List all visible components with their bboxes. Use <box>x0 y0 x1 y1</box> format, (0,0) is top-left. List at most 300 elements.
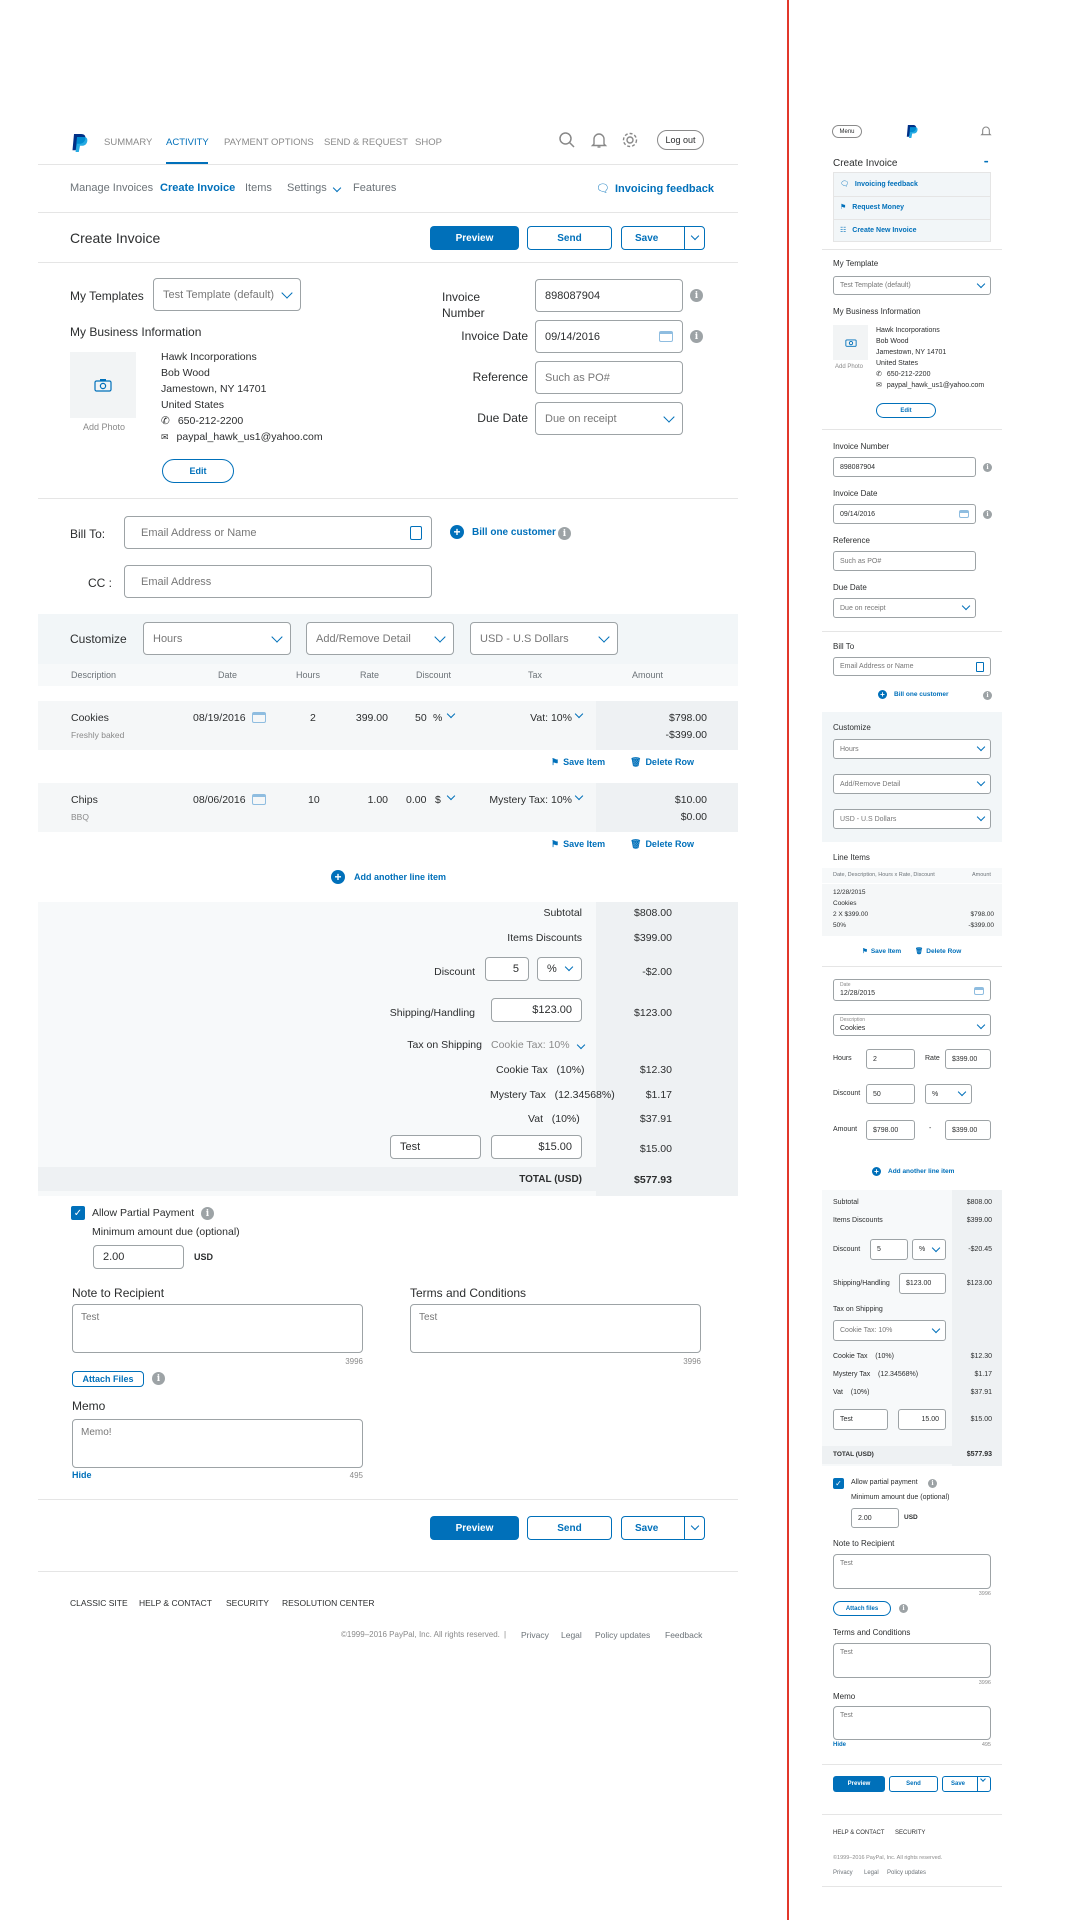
mobile-rate-input[interactable]: $399.00 <box>945 1049 991 1069</box>
chevron-down-icon <box>932 1243 940 1251</box>
mobile-save-button[interactable] <box>942 1776 991 1792</box>
partial-payment-label: Allow Partial Payment <box>92 1207 195 1219</box>
mobile-discount-input[interactable]: 50 <box>866 1084 915 1104</box>
customize-label: Customize <box>70 632 127 646</box>
mobile-custom-name-input[interactable]: Test <box>833 1409 888 1430</box>
save-item-icon: ⚑ <box>551 757 560 767</box>
mobile-discount-total-unit[interactable] <box>912 1239 946 1260</box>
dropdown-divider <box>834 196 990 197</box>
hours-select[interactable] <box>143 622 291 655</box>
mobile-cookie-tax-value: $12.30 <box>970 1353 992 1360</box>
chevron-down-icon[interactable] <box>575 792 583 800</box>
bill-to-placeholder: Email Address or Name <box>840 663 914 670</box>
nav-activity[interactable]: ACTIVITY <box>166 137 209 148</box>
info-icon[interactable]: i <box>690 330 703 343</box>
mobile-discount-total-input[interactable]: 5 <box>870 1239 908 1260</box>
hours-value: Hours <box>840 745 859 753</box>
mobile-mystery-tax-value: $1.17 <box>974 1371 992 1378</box>
business-email <box>161 429 323 445</box>
mobile-tax-on-shipping-label: Tax on Shipping <box>833 1306 883 1313</box>
delete-row-label: Delete Row <box>926 948 962 955</box>
mobile-note-label: Note to Recipient <box>833 1539 895 1548</box>
total-value: $577.93 <box>634 1174 672 1186</box>
mobile-terms-textarea[interactable]: Test <box>833 1643 991 1678</box>
item-date[interactable]: 08/06/2016 <box>193 794 246 806</box>
chevron-down-icon[interactable] <box>691 1522 699 1530</box>
feedback-icon: 🗨 <box>596 183 610 195</box>
trash-icon: 🗑 <box>630 839 642 849</box>
subnav-features[interactable]: Features <box>353 182 397 194</box>
chevron-down-icon <box>434 631 445 642</box>
shipping-label: Shipping/Handling <box>389 1007 475 1019</box>
bill-one-label: Bill one customer <box>472 526 556 538</box>
mobile-vat-label: Vat (10%) <box>833 1389 870 1396</box>
camera-icon <box>845 338 857 347</box>
minimum-due-input[interactable] <box>93 1245 184 1269</box>
subnav-divider <box>38 212 738 213</box>
bill-one-label: Bill one customer <box>894 691 949 698</box>
item-amount: $10.00 <box>674 794 707 806</box>
nav-shop[interactable]: SHOP <box>415 137 442 148</box>
footer-copyright: ©1999–2016 PayPal, Inc. All rights reserved. <box>341 1630 500 1639</box>
delete-row-link[interactable] <box>630 757 694 768</box>
footer-help-contact[interactable]: HELP & CONTACT <box>139 1598 212 1608</box>
column-header: Discount <box>416 670 452 680</box>
attach-files-button[interactable]: Attach Files <box>72 1371 144 1387</box>
li-line: 12/28/2015 <box>833 889 866 896</box>
invoice-date-value: 09/14/2016 <box>840 510 876 518</box>
mobile-custom-amount-input[interactable] <box>898 1409 946 1430</box>
mystery-tax-label <box>490 1089 615 1101</box>
chevron-down-icon[interactable] <box>575 710 583 718</box>
send-button[interactable]: Send <box>527 226 612 250</box>
save-button[interactable] <box>621 226 705 250</box>
mobile-description-select[interactable] <box>833 1014 991 1036</box>
address-book-icon[interactable] <box>410 526 422 540</box>
info-icon[interactable]: i <box>928 1479 937 1488</box>
dropdown-item-request[interactable] <box>840 203 904 211</box>
chevron-down-icon[interactable] <box>980 1776 986 1782</box>
subnav-manage-invoices[interactable]: Manage Invoices <box>70 182 154 194</box>
info-icon[interactable]: i <box>201 1207 214 1220</box>
mobile-desc-value: Cookies <box>840 1025 866 1032</box>
bell-icon[interactable] <box>980 125 992 139</box>
mobile-amount-dash: - <box>929 1125 932 1132</box>
subnav-items[interactable]: Items <box>245 182 272 194</box>
subnav-create-invoice[interactable]: Create Invoice <box>160 182 236 194</box>
currency-select[interactable] <box>470 622 618 655</box>
mobile-amount-input[interactable]: $798.00 <box>866 1120 915 1140</box>
footer-security[interactable]: SECURITY <box>226 1598 269 1608</box>
chevron-down-icon[interactable] <box>447 710 455 718</box>
info-icon[interactable]: i <box>983 463 992 472</box>
nav-payment-options[interactable]: PAYMENT OPTIONS <box>224 137 314 148</box>
mobile-currency-select[interactable] <box>833 809 991 829</box>
invoice-date-input[interactable] <box>535 320 683 353</box>
section-divider <box>822 631 1002 632</box>
mobile-hide-memo-link[interactable]: Hide <box>833 1742 847 1748</box>
partial-payment-checkbox[interactable]: ✓ <box>71 1206 85 1220</box>
amount-cell-bg <box>596 701 738 750</box>
business-line: Jamestown, NY 14701 <box>876 349 947 356</box>
gear-icon[interactable] <box>621 131 639 152</box>
mobile-rate-label: Rate <box>925 1055 940 1062</box>
chevron-down-icon <box>977 279 985 287</box>
item-discount-unit[interactable]: % <box>433 712 443 724</box>
mobile-due-date-select[interactable] <box>833 598 976 618</box>
dropdown-item-label: Request Money <box>852 204 905 211</box>
paypal-logo[interactable] <box>70 133 88 153</box>
mobile-memo-textarea[interactable]: Test <box>833 1706 991 1740</box>
search-icon[interactable] <box>558 131 576 152</box>
cookie-tax-name: Cookie Tax <box>496 1064 548 1076</box>
mobile-discount-amount-input[interactable]: $399.00 <box>945 1120 991 1140</box>
add-photo-label[interactable]: Add Photo <box>83 422 126 432</box>
chevron-down-icon[interactable] <box>447 792 455 800</box>
mobile-reference-input[interactable]: Such as PO# <box>833 551 976 571</box>
logout-button[interactable]: Log out <box>657 130 704 150</box>
mobile-desc-small-label: Description <box>840 1017 866 1023</box>
mobile-subtotal-label: Subtotal <box>833 1199 859 1206</box>
terms-char-count: 3996 <box>683 1357 701 1366</box>
business-email <box>876 380 984 391</box>
section-divider <box>38 498 738 499</box>
bell-icon[interactable] <box>590 131 608 152</box>
table-row[interactable] <box>38 701 738 750</box>
calendar-icon[interactable] <box>659 331 673 342</box>
dropdown-item-new-invoice[interactable] <box>840 226 916 234</box>
subtotal-label: Subtotal <box>543 907 582 919</box>
invoice-date-label: Invoice Date <box>461 329 528 343</box>
discount-label: Discount <box>434 966 475 978</box>
mobile-date-small-label: Date <box>840 982 851 988</box>
invoice-number-input[interactable]: 898087904 <box>535 279 683 312</box>
mystery-tax-value: $1.17 <box>645 1089 672 1101</box>
mobile-note-char-count: 3996 <box>978 1591 991 1597</box>
mobile-footer-help[interactable]: HELP & CONTACT <box>833 1830 885 1836</box>
vat-percent: (10%) <box>551 1113 580 1125</box>
info-icon[interactable]: i <box>152 1372 165 1385</box>
add-photo-label[interactable]: Add Photo <box>835 364 864 370</box>
item-date[interactable]: 08/19/2016 <box>193 712 246 724</box>
mobile-delete-row-link[interactable] <box>915 947 961 955</box>
mobile-total-value: $577.93 <box>966 1451 992 1458</box>
email-text: paypal_hawk_us1@yahoo.com <box>886 382 985 389</box>
item-name: Chips <box>71 794 98 806</box>
nav-send-request[interactable]: SEND & REQUEST <box>324 137 408 148</box>
chevron-down-icon <box>962 602 970 610</box>
mobile-discount-unit: % <box>932 1090 939 1098</box>
invoice-number-label <box>442 289 485 321</box>
trash-icon: 🗑 <box>915 948 924 955</box>
request-icon: ⚑ <box>840 204 847 211</box>
chevron-down-icon <box>271 631 282 642</box>
currency-value: USD - U.S Dollars <box>480 632 569 645</box>
detail-value: Add/Remove Detail <box>840 780 901 788</box>
terms-textarea[interactable]: Test <box>410 1304 701 1353</box>
footer-legal[interactable]: Legal <box>561 1630 582 1640</box>
minimum-due-value: 2.00 <box>103 1251 125 1263</box>
mobile-add-line-item-link[interactable] <box>872 1167 954 1176</box>
tax-on-shipping-select[interactable] <box>491 1039 584 1051</box>
preview-button[interactable]: Preview <box>430 1516 519 1540</box>
preview-button[interactable]: Preview <box>430 226 519 250</box>
mobile-terms-label: Terms and Conditions <box>833 1628 911 1637</box>
item-discount-amount: $0.00 <box>680 811 707 823</box>
dropdown-item-label: Invoicing feedback <box>854 181 918 188</box>
send-button[interactable]: Send <box>527 1516 612 1540</box>
li-discount-amount: -$399.00 <box>968 922 994 929</box>
amount-cell-bg <box>596 783 738 832</box>
mobile-discount-total-value: -$20.45 <box>968 1246 992 1253</box>
table-header <box>38 664 738 686</box>
footer-classic-site[interactable]: CLASSIC SITE <box>70 1598 128 1608</box>
chevron-down-icon[interactable] <box>691 232 699 240</box>
mobile-minimum-due-label: Minimum amount due (optional) <box>851 1494 950 1501</box>
footer-bottom-divider <box>822 1886 1002 1887</box>
invoicing-feedback-link[interactable] <box>596 182 714 195</box>
mobile-invoice-number-input[interactable]: 898087904 <box>833 457 976 477</box>
save-dropdown-divider <box>684 1517 685 1539</box>
plus-icon: + <box>450 525 464 539</box>
phone-icon: ✆ <box>876 371 882 378</box>
memo-textarea[interactable]: Memo! <box>72 1419 363 1468</box>
vat-name: Vat <box>528 1113 543 1125</box>
mobile-minimum-due-input[interactable]: 2.00 <box>851 1508 899 1528</box>
save-button[interactable] <box>621 1516 705 1540</box>
invoice-date-value: 09/14/2016 <box>545 330 601 343</box>
phone-text: 650-212-2200 <box>886 371 931 378</box>
discount-input[interactable] <box>485 957 529 981</box>
business-phone <box>161 413 323 429</box>
footer-policy-updates[interactable]: Policy updates <box>595 1630 651 1640</box>
footer-feedback[interactable]: Feedback <box>665 1630 703 1640</box>
footer-separator: | <box>504 1630 507 1639</box>
mobile-template-select[interactable] <box>833 276 991 295</box>
chevron-down-icon <box>565 963 573 971</box>
column-header: Description <box>71 670 117 680</box>
item-description: BBQ <box>71 812 89 822</box>
item-tax[interactable]: Vat: 10% <box>530 712 572 724</box>
item-discount[interactable]: 50 <box>415 712 427 724</box>
camera-icon <box>94 378 112 392</box>
calendar-icon[interactable] <box>974 987 984 995</box>
mobile-partial-payment-checkbox[interactable]: ✓ <box>833 1478 844 1489</box>
bill-one-customer-link[interactable] <box>450 525 556 539</box>
business-line: Bob Wood <box>876 338 909 345</box>
item-amount: $798.00 <box>669 712 707 724</box>
mobile-customize-label: Customize <box>833 723 871 732</box>
currency-label: USD <box>194 1252 214 1262</box>
info-icon[interactable]: i <box>899 1604 908 1613</box>
item-discount-unit[interactable]: $ <box>435 794 441 806</box>
footer-divider <box>38 1571 738 1572</box>
add-line-item-link[interactable] <box>331 870 446 884</box>
mobile-save-item-link[interactable] <box>862 947 901 955</box>
li-line: 2 X $399.00 <box>833 911 869 918</box>
mobile-hours-input[interactable]: 2 <box>866 1049 915 1069</box>
save-item-link[interactable] <box>551 757 605 768</box>
add-line-item-label: Add another line item <box>354 872 447 882</box>
mobile-date-input[interactable] <box>833 979 991 1001</box>
menu-button[interactable]: Menu <box>832 125 862 138</box>
photo-placeholder[interactable] <box>833 325 868 360</box>
mobile-partial-payment-label: Allow partial payment <box>851 1479 918 1486</box>
subnav-settings[interactable] <box>287 182 340 194</box>
mobile-hours-select[interactable] <box>833 739 991 759</box>
shipping-value: $123.00 <box>634 1007 672 1019</box>
footer-privacy[interactable]: Privacy <box>521 1630 549 1640</box>
mobile-line-item-row[interactable] <box>822 884 1002 936</box>
column-header: Hours <box>296 670 321 680</box>
edit-business-button[interactable]: Edit <box>162 459 234 483</box>
chevron-down-icon <box>977 778 985 786</box>
mobile-invoice-date-input[interactable] <box>833 504 976 524</box>
business-info <box>161 349 323 445</box>
plus-icon: + <box>872 1167 881 1176</box>
memo-label: Memo <box>72 1399 106 1413</box>
chevron-down-icon <box>977 813 985 821</box>
mobile-tax-on-shipping-value: Cookie Tax: 10% <box>840 1327 893 1334</box>
my-business-label: My Business Information <box>70 325 202 339</box>
save-label: Save <box>635 232 659 244</box>
reference-label: Reference <box>472 370 528 384</box>
discount-unit-value: % <box>547 963 557 975</box>
li-header-left: Date, Description, Hours x Rate, Discount <box>833 872 935 878</box>
mobile-vat-value: $37.91 <box>970 1389 992 1396</box>
mobile-discount-unit-select[interactable] <box>925 1084 972 1104</box>
business-phone <box>876 369 984 380</box>
mobile-tax-on-shipping-select[interactable] <box>833 1320 946 1341</box>
more-options-icon[interactable]: ••• <box>984 160 988 166</box>
mobile-bill-one-link[interactable] <box>878 690 949 699</box>
mobile-bill-to-input[interactable] <box>833 657 991 676</box>
mobile-terms-char-count: 3996 <box>978 1680 991 1686</box>
save-item-label: Save Item <box>870 948 902 955</box>
section-divider <box>822 966 1002 967</box>
paypal-logo[interactable] <box>905 124 918 141</box>
plus-icon: + <box>878 690 887 699</box>
discount-input-value: 5 <box>512 963 519 975</box>
cookie-tax-label <box>496 1064 585 1076</box>
mobile-line-item-header <box>822 868 1002 883</box>
mystery-tax-percent: (12.34568%) <box>554 1089 615 1101</box>
save-label: Save <box>951 1781 966 1787</box>
edit-business-button[interactable]: Edit <box>876 403 936 418</box>
save-item-link[interactable] <box>551 839 605 850</box>
tax-on-shipping-label: Tax on Shipping <box>407 1039 482 1051</box>
page-title: Create Invoice <box>70 230 161 246</box>
shipping-input[interactable] <box>491 998 582 1022</box>
li-lines <box>833 887 868 931</box>
detail-select[interactable] <box>306 622 454 655</box>
mobile-page-title: Create Invoice <box>833 158 898 169</box>
discount-unit-select[interactable] <box>537 957 582 981</box>
item-tax[interactable]: Mystery Tax: 10% <box>489 794 572 806</box>
custom-charge-name-input[interactable] <box>390 1135 481 1159</box>
hours-value: Hours <box>153 632 183 645</box>
save-item-icon: ⚑ <box>862 948 868 955</box>
chevron-down-icon <box>932 1324 940 1332</box>
mobile-footer-privacy[interactable]: Privacy <box>833 1870 853 1876</box>
item-hours[interactable]: 2 <box>310 712 316 724</box>
item-rate[interactable]: 399.00 <box>355 712 388 724</box>
photo-placeholder[interactable] <box>70 352 136 418</box>
mobile-shipping-value: $123.00 <box>966 1280 992 1287</box>
nav-summary[interactable]: SUMMARY <box>104 137 153 148</box>
mobile-shipping-input[interactable]: $123.00 <box>899 1273 946 1294</box>
section-divider <box>38 1499 738 1500</box>
item-hours[interactable]: 10 <box>308 794 320 806</box>
calendar-icon[interactable] <box>959 510 969 518</box>
info-icon[interactable]: i <box>690 289 703 302</box>
dropdown-item-feedback[interactable] <box>840 180 918 188</box>
calendar-icon[interactable] <box>252 712 266 723</box>
save-dropdown-divider <box>977 1777 978 1791</box>
calendar-icon[interactable] <box>252 794 266 805</box>
mobile-line-items-label: Line Items <box>833 853 870 862</box>
mobile-memo-char-count: 495 <box>981 1742 991 1748</box>
terms-label: Terms and Conditions <box>410 1286 527 1300</box>
mobile-detail-select[interactable] <box>833 774 991 794</box>
mobile-items-discounts-label: Items Discounts <box>833 1217 883 1224</box>
mobile-hours-label: Hours <box>833 1055 852 1062</box>
item-discount[interactable]: 0.00 <box>406 794 427 806</box>
template-select[interactable] <box>153 278 301 311</box>
chevron-down-icon <box>977 743 985 751</box>
email-text: paypal_hawk_us1@yahoo.com <box>176 431 323 443</box>
cc-input[interactable]: Email Address <box>124 565 432 598</box>
custom-charge-amount-input[interactable] <box>491 1135 582 1159</box>
due-date-value: Due on receipt <box>840 604 886 612</box>
delete-row-link[interactable] <box>630 839 694 850</box>
item-name: Cookies <box>71 712 109 724</box>
footer-resolution-center[interactable]: RESOLUTION CENTER <box>282 1598 375 1608</box>
section-divider <box>822 249 1002 250</box>
mobile-attach-files-button[interactable]: Attach files <box>833 1601 891 1616</box>
invoice-number-label-l1: Invoice <box>442 290 481 304</box>
mobile-template-label: My Template <box>833 259 879 268</box>
note-textarea[interactable]: Test <box>72 1304 363 1353</box>
mobile-send-button[interactable]: Send <box>889 1776 938 1792</box>
mobile-footer-policy[interactable]: Policy updates <box>887 1870 927 1876</box>
info-icon[interactable]: i <box>558 527 571 540</box>
mobile-footer-security[interactable]: SECURITY <box>895 1830 926 1836</box>
mobile-footer-legal[interactable]: Legal <box>864 1870 879 1876</box>
vat-label <box>528 1113 580 1125</box>
reference-input[interactable]: Such as PO# <box>535 361 683 394</box>
mobile-preview-button[interactable]: Preview <box>833 1776 885 1792</box>
info-icon[interactable]: i <box>983 691 992 700</box>
mobile-totals-column <box>952 1190 1002 1466</box>
info-icon[interactable]: i <box>983 510 992 519</box>
business-line: Hawk Incorporations <box>161 351 257 363</box>
hide-memo-link[interactable]: Hide <box>72 1470 92 1480</box>
address-book-icon[interactable] <box>976 662 984 672</box>
mobile-date-value: 12/28/2015 <box>840 990 876 997</box>
mail-icon: ✉ <box>161 432 169 442</box>
tax-on-shipping-value: Cookie Tax: 10% <box>491 1039 570 1051</box>
feedback-icon: 🗨 <box>840 181 849 188</box>
business-line: Hawk Incorporations <box>876 327 940 334</box>
bill-to-input[interactable] <box>124 516 432 549</box>
dropdown-divider <box>834 219 990 220</box>
table-row[interactable] <box>38 783 738 832</box>
due-date-select[interactable] <box>535 402 683 435</box>
mobile-note-textarea[interactable]: Test <box>833 1554 991 1589</box>
item-rate[interactable]: 1.00 <box>367 794 388 806</box>
mobile-mystery-tax-label: Mystery Tax (12.34568%) <box>833 1371 919 1378</box>
